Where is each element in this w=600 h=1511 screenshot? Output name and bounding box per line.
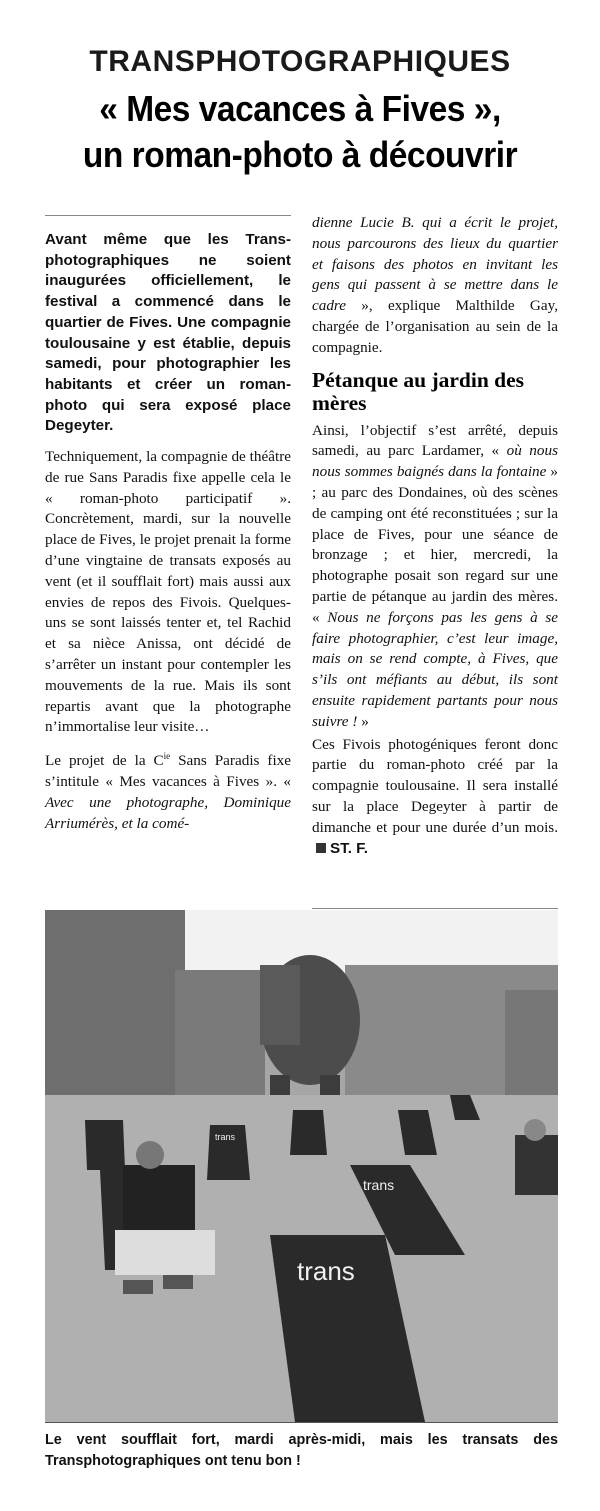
paragraph-2-rest: Sans Paradis fixe s’intitule « Mes vacances à Fives ». «: [45, 752, 292, 791]
section-kicker: TRANSPHOTOGRAPHIQUES: [89, 45, 511, 78]
article-photo: [45, 910, 558, 1423]
paragraph-2-quote-continued: dienne Lucie B. qui a écrit le projet, nous parcourons des lieux du quartier et faisons des photos en invitant les gens qui passent à se mettre dans le cadre: [312, 214, 558, 315]
paragraph-2-lead: Le projet de la C: [45, 752, 164, 770]
chair-label-mid: trans: [363, 1177, 395, 1193]
paragraph-4: [312, 735, 558, 860]
building-mid: [175, 970, 265, 1095]
paragraph-3-end: »: [357, 712, 369, 730]
paragraph-3-lead: Ainsi, l’objectif s’est arrêté, depuis samedi, au parc Lardamer, «: [312, 421, 558, 460]
paragraph-2: [45, 746, 291, 834]
top-rule: [45, 215, 291, 216]
end-mark-icon: [316, 843, 326, 853]
chair-label-back: trans: [215, 1132, 236, 1142]
paragraph-4-text: Ces Fivois photogéniques feront donc partie du roman-photo créé par la compagnie toulousaine. Il sera installé sur la place Degeyter à partir de dimanche et pour une durée d’un mois.: [312, 735, 558, 836]
paragraph-3-mid: » ; au parc des Dondaines, où des scènes de camping ont été reconstituées ; sur la place de Fives, pour une séance de bronzage ; et hier, mercredi, la photographe posait son regard sur une partie de pétanque au jardin des mères. «: [312, 463, 558, 626]
photo-caption: Le vent soufflait fort, mardi après-midi, mais les transats des Transphotographiques ont tenu bon !: [45, 1432, 558, 1469]
column-left: [45, 230, 291, 842]
building-left: [45, 910, 185, 1125]
bottom-rule: [312, 908, 558, 909]
headline-line-1: « Mes vacances à Fives »,: [99, 88, 501, 129]
paragraph-3-quote-1: où nous nous sommes baignés dans la fontaine: [312, 442, 558, 481]
article-lead: Avant même que les Transphotographiques ne soient inaugurées officiellement, le festival a commencé dans le quartier de Fives. Une compagnie toulousaine y est établie, depuis samedi, pour photographier les habitants et créer un roman-photo qui sera exposé place Degeyter.: [45, 231, 291, 435]
photo-illustration: [45, 910, 558, 1422]
subheading: Pétanque au jardin des mères: [312, 367, 525, 415]
paragraph-2-quote: Avec une photographe, Dominique Arriumérès, et la comé-: [45, 793, 291, 832]
chair-label-front: trans: [297, 1256, 355, 1286]
paragraph-1: Techniquement, la compagnie de théâtre de rue Sans Paradis fixe appelle cela le « roman-photo participatif ». Concrètement, mardi, sur la nouvelle place de Fives, le projet prenait la forme d’une vingtaine de transats exposés au vent (et il soufflait fort) mais aussi aux envies de repos des Fivois. Quelques-uns se sont laissés tenter et, tel Rachid et sa nièce Anissa, ont décidé de s’arrêter un instant pour contempler les mouvements de la rue. Mais ils sont repartis avant que la photographe n’immortalise leur visite…: [45, 448, 291, 736]
headline-line-2: un roman-photo à découvrir: [82, 134, 518, 175]
paragraph-2-tail: », explique Malthilde Gay, chargée de l’organisation au sein de la compagnie.: [312, 297, 558, 356]
paragraph-3-quote-2: Nous ne forçons pas les gens à se faire photographier, c’est leur image, mais on se rend compte, à Fives, que s’ils ont méfiants au début, ils sont ensuite rapidement partants pour nous suivre !: [312, 608, 558, 730]
paragraph-2-continued: [312, 213, 558, 359]
paragraph-3: [312, 421, 558, 733]
company-abbrev-sup: ie: [163, 751, 171, 762]
author-signature: ST. F.: [330, 839, 368, 857]
column-right: [312, 213, 558, 867]
article-headline: [21, 86, 579, 178]
